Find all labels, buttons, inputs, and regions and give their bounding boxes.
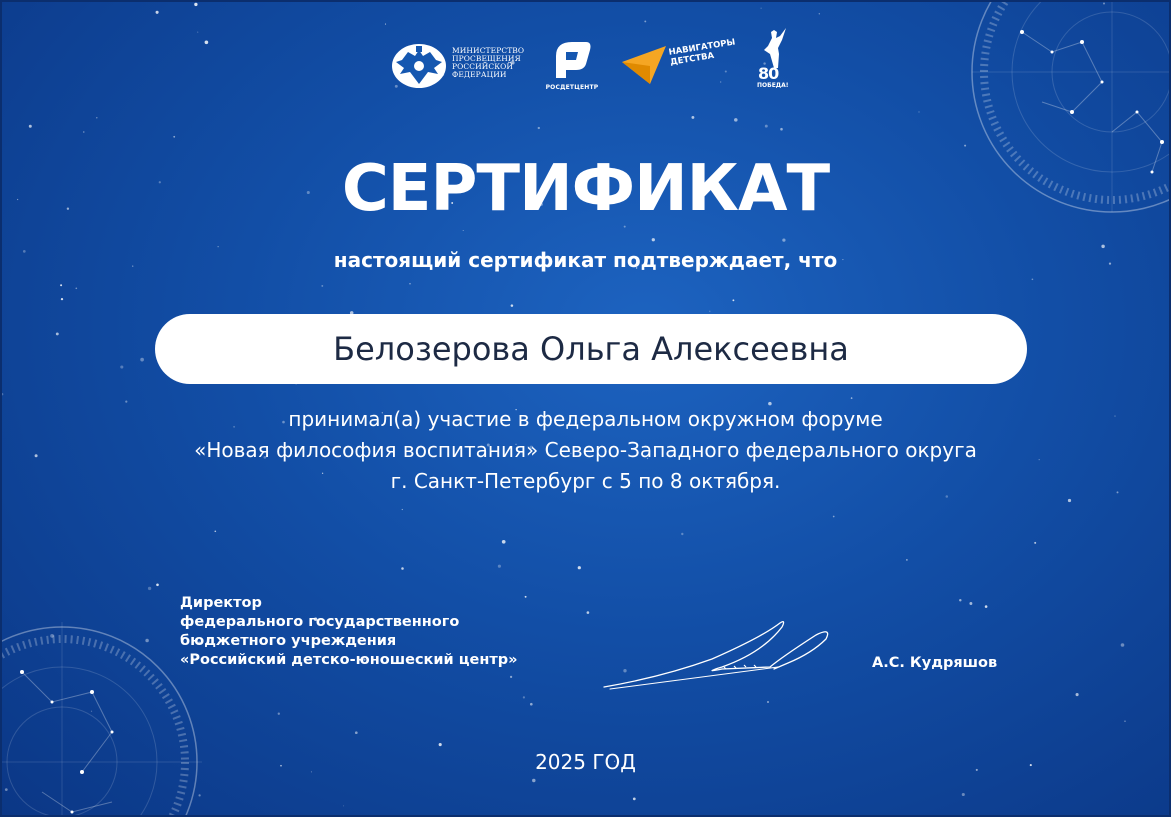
star-dot — [644, 20, 646, 22]
star-dot — [767, 701, 769, 703]
star-dot — [463, 230, 464, 231]
signatory-line: Директор — [180, 595, 262, 611]
star-dot — [510, 676, 512, 678]
star-dot — [652, 238, 655, 241]
star-dot — [761, 8, 762, 9]
star-dot — [732, 299, 734, 301]
star-dot — [156, 583, 159, 586]
star-dot — [29, 125, 32, 128]
star-dot — [173, 136, 175, 138]
star-dot — [1121, 643, 1125, 647]
star-dot — [498, 565, 501, 568]
star-dot — [587, 611, 590, 614]
star-dot — [502, 540, 506, 544]
victory-number: 80 — [758, 64, 779, 83]
star-dot — [969, 602, 972, 605]
star-dot — [691, 116, 694, 119]
star-dot — [985, 605, 988, 608]
star-dot — [278, 713, 280, 715]
star-dot — [120, 365, 123, 368]
star-dot — [734, 118, 738, 122]
star-dot — [1034, 542, 1036, 544]
star-dot — [959, 599, 961, 601]
star-dot — [1032, 278, 1034, 280]
star-dot — [385, 24, 386, 25]
body-line: г. Санкт-Петербург с 5 по 8 октября. — [390, 469, 781, 493]
star-dot — [61, 298, 63, 300]
certificate-year: 2025 ГОД — [535, 750, 636, 774]
motherland-statue-icon — [760, 28, 788, 68]
star-dot — [409, 283, 410, 284]
star-dot — [140, 358, 144, 362]
star-dot — [83, 131, 84, 132]
star-dot — [321, 285, 323, 287]
star-dot — [60, 284, 62, 286]
ministry-logo-text: МИНИСТЕРСТВО ПРОСВЕЩЕНИЯ РОССИЙСКОЙ ФЕДЕРАЦИИ — [452, 46, 525, 79]
star-dot — [343, 805, 344, 806]
star-dot — [633, 798, 636, 801]
body-line: принимал(а) участие в федеральном окружном форуме — [288, 407, 883, 431]
star-dot — [355, 731, 358, 734]
star-dot — [402, 509, 403, 510]
rosdetcenter-logo — [540, 38, 602, 96]
certificate-body — [2, 404, 1169, 497]
star-dot — [681, 533, 683, 535]
handwritten-signature — [602, 617, 842, 697]
rosdetcenter-icon — [552, 40, 592, 80]
star-dot — [532, 779, 535, 782]
star-dot — [125, 401, 127, 403]
star-dot — [833, 516, 835, 518]
rosdetcenter-logo-text: РОСДЕТЦЕНТР — [545, 84, 599, 91]
star-dot — [1068, 499, 1071, 502]
signatory-line: бюджетного учреждения — [180, 633, 397, 649]
star-dot — [782, 238, 785, 241]
star-dot — [523, 696, 525, 698]
partner-logos — [2, 30, 1169, 100]
star-dot — [819, 13, 820, 14]
star-dot — [56, 332, 59, 335]
star-dot — [156, 11, 159, 14]
star-dot — [2, 393, 3, 395]
star-dot — [401, 567, 404, 570]
certificate-subtitle: настоящий сертификат подтверждает, что — [333, 248, 838, 272]
star-dot — [96, 117, 97, 118]
star-compass-decoration — [0, 612, 202, 817]
signatory-name: А.С. Кудряшов — [872, 655, 998, 671]
star-dot — [780, 128, 783, 131]
star-dot — [148, 587, 151, 590]
star-dot — [962, 793, 965, 796]
signatory-line: федерального государственного — [180, 614, 460, 630]
star-dot — [709, 311, 710, 312]
star-dot — [511, 304, 514, 307]
star-dot — [1124, 720, 1126, 722]
star-dot — [525, 596, 527, 598]
victory-text: ПОБЕДА! — [757, 82, 789, 89]
body-line: «Новая философия воспитания» Северо-Западного федерального округа — [194, 438, 977, 462]
ministry-of-education-logo — [390, 42, 530, 92]
star-dot — [214, 530, 216, 532]
victory-80-logo — [754, 28, 794, 94]
star-dot — [1076, 693, 1079, 696]
star-dot — [439, 743, 442, 746]
signatory-title — [180, 594, 518, 670]
star-dot — [906, 559, 908, 561]
star-dot — [578, 566, 581, 569]
certificate-title: СЕРТИФИКАТ — [341, 152, 830, 226]
star-dot — [75, 287, 77, 289]
recipient-name-box — [155, 314, 1027, 384]
navigators-logo-text: НАВИГАТОРЫ ДЕТСТВА — [668, 37, 737, 68]
star-dot — [918, 111, 919, 112]
star-dot — [194, 3, 197, 6]
eagle-emblem-icon — [390, 42, 448, 90]
recipient-name: Белозерова Ольга Алексеевна — [333, 330, 849, 368]
star-dot — [538, 127, 540, 129]
star-dot — [765, 125, 768, 128]
star-dot — [851, 397, 853, 399]
star-dot — [530, 703, 533, 706]
signatory-line: «Российский детско-юношеский центр» — [180, 652, 518, 668]
navigators-of-childhood-logo — [620, 37, 745, 90]
